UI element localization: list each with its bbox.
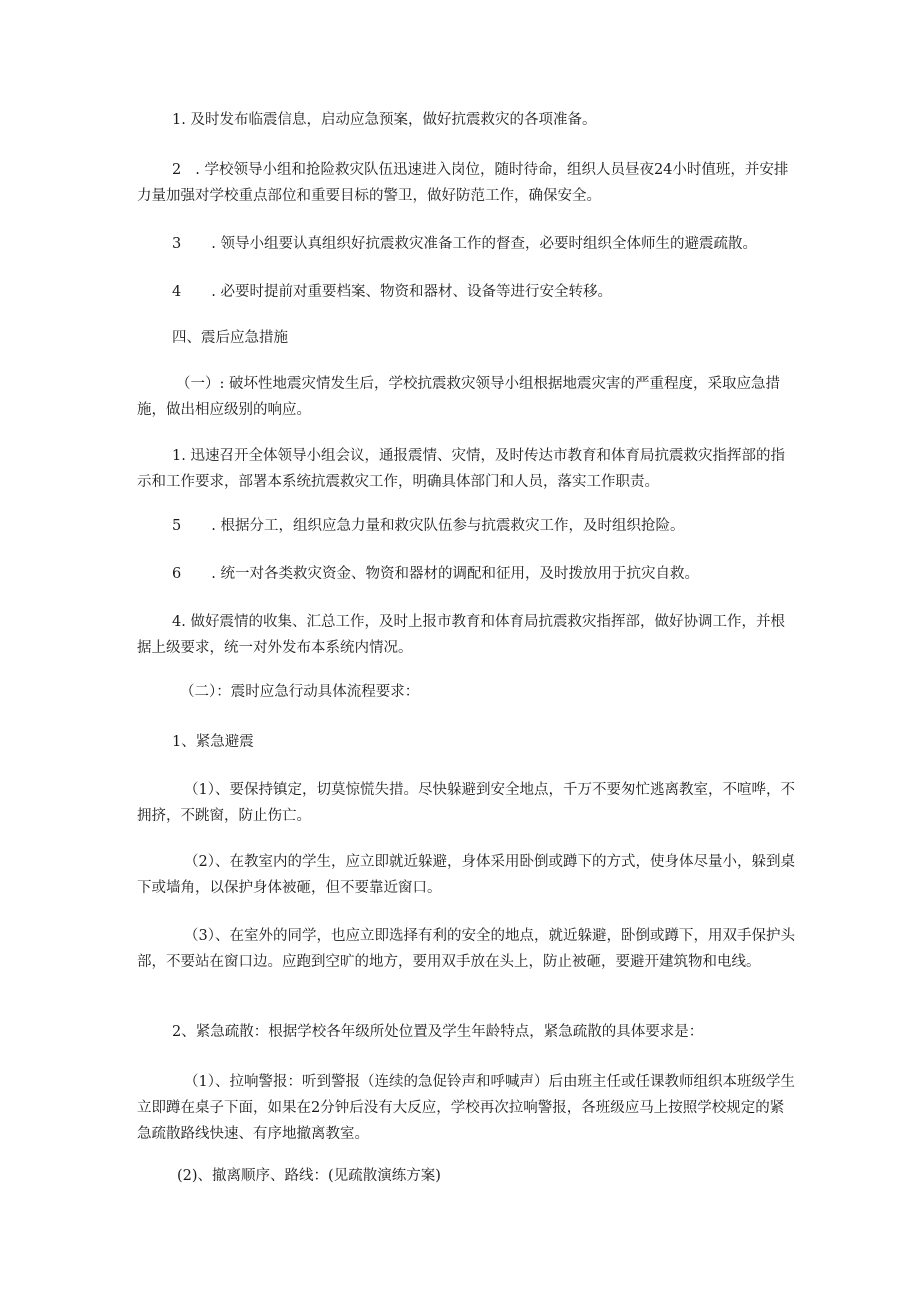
paragraph-18: (2)、撤离顺序、路线：(见疏散演练方案) (177, 1168, 441, 1184)
paragraph-10: 4. 做好震情的收集、汇总工作，及时上报市教育和体育局抗震救灾指挥部，做好协调工作，并根据上级要求，统一对外发布本系统内情况。 (137, 614, 785, 656)
paragraph-2 (137, 157, 797, 209)
section-heading-4: 四、震后应急措施 (172, 330, 288, 346)
paragraph-12: 1、紧急避震 (172, 734, 254, 750)
paragraph-8-text: . 根据分工，组织应急力量和救灾队伍参与抗震救灾工作，及时组织抢险。 (211, 518, 685, 534)
paragraph-6: （一）: 破坏性地震灾情发生后，学校抗震救灾领导小组根据地震灾害的严重程度，采取应急措施，做出相应级别的响应。 (137, 376, 780, 418)
paragraph-14: （2）、在教室内的学生，应立即就近躲避，身体采用卧倒或蹲下的方式，使身体尽量小，躲到桌下或墙角，以保护身体被砸，但不要靠近窗口。 (137, 854, 795, 896)
paragraph-3-number: 3 (172, 236, 182, 252)
paragraph-8-number: 5 (172, 518, 182, 534)
paragraph-7: 1. 迅速召开全体领导小组会议，通报震情、灾情，及时传达市教育和体育局抗震救灾指挥部的指示和工作要求，部署本系统抗震救灾工作，明确具体部门和人员，落实工作职责。 (137, 448, 785, 490)
paragraph-13: （1）、要保持镇定，切莫惊慌失措。尽快躲避到安全地点，千万不要匆忙逃离教室，不喧哗，不拥挤，不跳窗，防止伤亡。 (137, 782, 795, 824)
paragraph-3-text: . 领导小组要认真组织好抗震救灾准备工作的督查，必要时组织全体师生的避震疏散。 (211, 236, 757, 252)
paragraph-9-text: . 统一对各类救灾资金、物资和器材的调配和征用，及时拨放用于抗灾自救。 (211, 566, 699, 582)
paragraph-11: （二）：震时应急行动具体流程要求： (180, 684, 420, 700)
paragraph-9 (172, 561, 792, 587)
paragraph-16: 2、紧急疏散：根据学校各年级所处位置及学生年龄特点，紧急疏散的具体要求是： (172, 1024, 704, 1040)
paragraph-4 (172, 279, 792, 305)
paragraph-4-text: . 必要时提前对重要档案、物资和器材、设备等进行安全转移。 (211, 284, 612, 300)
paragraph-3 (172, 231, 802, 257)
paragraph-2-text: . 学校领导小组和抢险救灾队伍迅速进入岗位，随时待命，组织人员昼夜24小时值班，并安排力量加强对学校重点部位和重要目标的警卫，做好防范工作，确保安全。 (137, 162, 789, 204)
paragraph-1: 1. 及时发布临震信息，启动应急预案，做好抗震救灾的各项准备。 (172, 112, 597, 128)
paragraph-4-number: 4 (172, 284, 182, 300)
paragraph-2-number: 2 (172, 162, 182, 178)
paragraph-15: （3）、在室外的同学，也应立即选择有利的安全的地点，就近躲避，卧倒或蹲下，用双手保护头部，不要站在窗口边。应跑到空旷的地方，要用双手放在头上，防止被砸，要避开建筑物和电线。 (137, 928, 795, 970)
paragraph-17: （1）、拉响警报：听到警报（连续的急促铃声和呼喊声）后由班主任或任课教师组织本班级学生立即蹲在桌子下面，如果在2分钟后没有大反应，学校再次拉响警报，各班级应马上按照学校规定的紧急疏散路线快速、有序地撤离教室。 (137, 1074, 795, 1142)
paragraph-9-number: 6 (172, 566, 182, 582)
paragraph-8 (172, 513, 792, 539)
